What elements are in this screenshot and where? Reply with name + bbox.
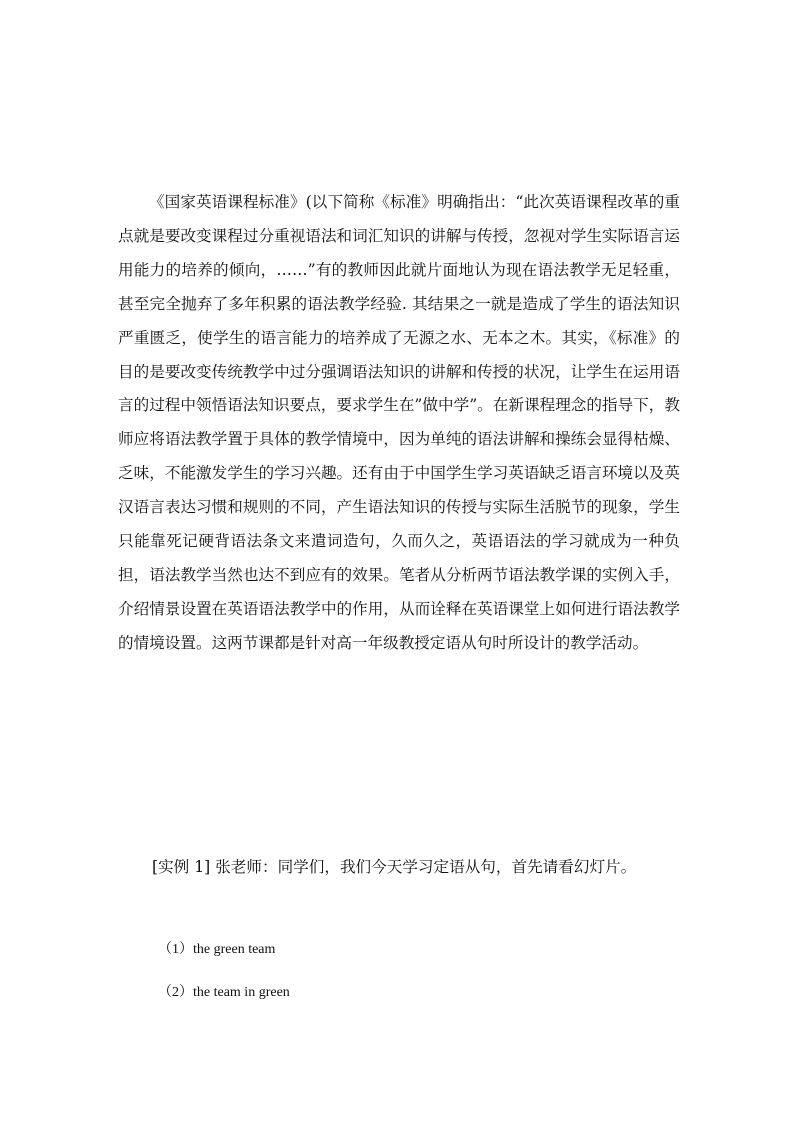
example-line: [实例 1] 张老师：同学们，我们今天学习定语从句，首先请看幻灯片。 bbox=[152, 858, 637, 876]
phrase-item-2: （2）the team in green bbox=[158, 985, 290, 1000]
intro-paragraph: 《国家英语课程标准》(以下简称《标准》明确指出：“此次英语课程改革的重点就是要改变课程过分重视语法和词汇知识的讲解与传授，忽视对学生实际语言运用能力的培养的倾向，……”有的教师因此就片面地认为现在语法教学无足轻重，甚至完全抛弃了多年积累的语法教学经验. 其结果之一就是造成了学生的语法知识严重匮乏，使学生的语言能力的培养成了无源之水、无本之木。其实，《标准》的目的是要改变传统教学中过分强调语法知识的讲解和传授的状况，让学生在运用语言的过程中领悟语法知识要点，要求学生在”做中学”。在新课程理念的指导下，教师应将语法教学置于具体的教学情境中，因为单纯的语法讲解和操练会显得枯燥、乏味，不能激发学生的学习兴趣。还有由于中国学生学习英语缺乏语言环境以及英汉语言表达习惯和规则的不同，产生语法知识的传授与实际生活脱节的现象，学生只能靠死记硬背语法条文来遣词造句，久而久之，英语语法的学习就成为一种负担，语法教学当然也达不到应有的效果。笔者从分析两节语法教学课的实例入手，介绍情景设置在英语语法教学中的作用，从而诠释在英语课堂上如何进行语法教学的情境设置。这两节课都是针对高一年级教授定语从句时所设计的教学活动。 bbox=[118, 193, 680, 652]
phrase-item-1: （1）the green team bbox=[158, 942, 276, 957]
